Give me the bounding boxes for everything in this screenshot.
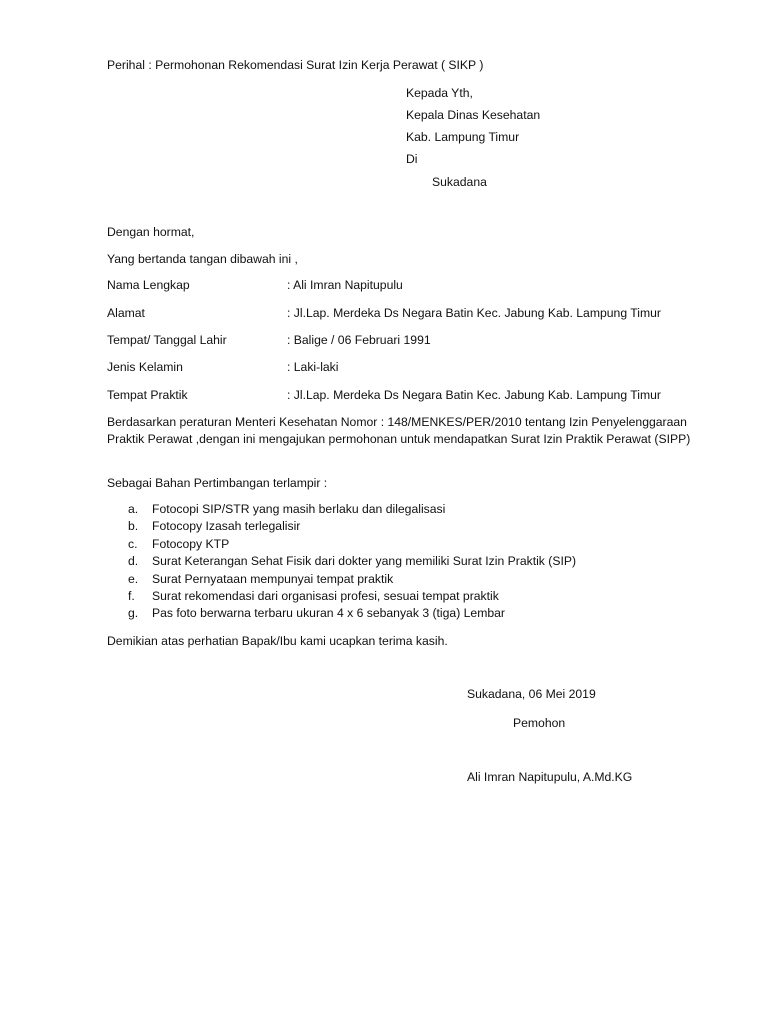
recipient-line-5: Sukadana [432, 175, 487, 189]
recipient-line-1: Kepada Yth, [406, 86, 473, 100]
list-item [107, 571, 576, 588]
field-value-gender: : Laki-laki [287, 360, 339, 374]
list-marker: d. [128, 554, 139, 569]
field-value-address: : Jl.Lap. Merdeka Ds Negara Batin Kec. Jabung Kab. Lampung Timur [287, 306, 661, 320]
list-marker: f. [128, 588, 135, 603]
list-item-text: Fotocopi SIP/STR yang masih berlaku dan dilegalisasi [152, 502, 446, 516]
recipient-line-2: Kepala Dinas Kesehatan [406, 108, 541, 122]
body-paragraph: Berdasarkan peraturan Menteri Kesehatan Nomor : 148/MENKES/PER/2010 tentang Izin Penyelenggaraan Praktik Perawat ,dengan ini mengajukan permohonan untuk mendapatkan Surat Izin Praktik Perawat (SIPP) [107, 415, 691, 446]
list-item-text: Fotocopy Izasah terlegalisir [152, 519, 301, 534]
field-label-address: Alamat [107, 306, 145, 320]
recipient-line-4: Di [406, 152, 418, 166]
greeting: Dengan hormat, [107, 225, 195, 239]
field-value-name: : Ali Imran Napitupulu [287, 278, 403, 292]
attachments-intro: Sebagai Bahan Pertimbangan terlampir : [107, 476, 328, 490]
attachments-list [107, 501, 576, 623]
list-marker: c. [128, 536, 138, 551]
list-item-text: Fotocopy KTP [152, 536, 230, 551]
field-value-practice-place: : Jl.Lap. Merdeka Ds Negara Batin Kec. Jabung Kab. Lampung Timur [287, 388, 661, 402]
list-item [107, 536, 576, 553]
list-item [107, 501, 576, 518]
list-marker: a. [128, 502, 139, 516]
list-item [107, 588, 576, 605]
signature-role: Pemohon [513, 716, 566, 730]
list-item [107, 553, 576, 570]
list-marker: e. [128, 571, 139, 586]
signature-place-date: Sukadana, 06 Mei 2019 [467, 687, 596, 701]
recipient-line-3: Kab. Lampung Timur [406, 130, 520, 144]
field-value-birth: : Balige / 06 Februari 1991 [287, 333, 431, 347]
list-item [107, 518, 576, 535]
list-item-text: Surat rekomendasi dari organisasi profesi, sesuai tempat praktik [152, 588, 499, 603]
intro-line: Yang bertanda tangan dibawah ini , [107, 252, 298, 266]
letter-subject: Perihal : Permohonan Rekomendasi Surat Izin Kerja Perawat ( SIKP ) [107, 58, 484, 72]
field-label-birth: Tempat/ Tanggal Lahir [107, 333, 227, 347]
list-item-text: Surat Keterangan Sehat Fisik dari dokter yang memiliki Surat Izin Praktik (SIP) [152, 554, 577, 569]
field-label-name: Nama Lengkap [107, 278, 190, 292]
closing-line: Demikian atas perhatian Bapak/Ibu kami ucapkan terima kasih. [107, 634, 448, 648]
list-item-text: Surat Pernyataan mempunyai tempat praktik [152, 571, 394, 586]
field-label-practice-place: Tempat Praktik [107, 388, 188, 402]
list-marker: b. [128, 519, 139, 534]
list-item-text: Pas foto berwarna terbaru ukuran 4 x 6 sebanyak 3 (tiga) Lembar [152, 606, 505, 621]
list-item [107, 605, 576, 622]
signature-name: Ali Imran Napitupulu, A.Md.KG [467, 770, 633, 784]
field-label-gender: Jenis Kelamin [107, 360, 183, 374]
list-marker: g. [128, 606, 139, 621]
